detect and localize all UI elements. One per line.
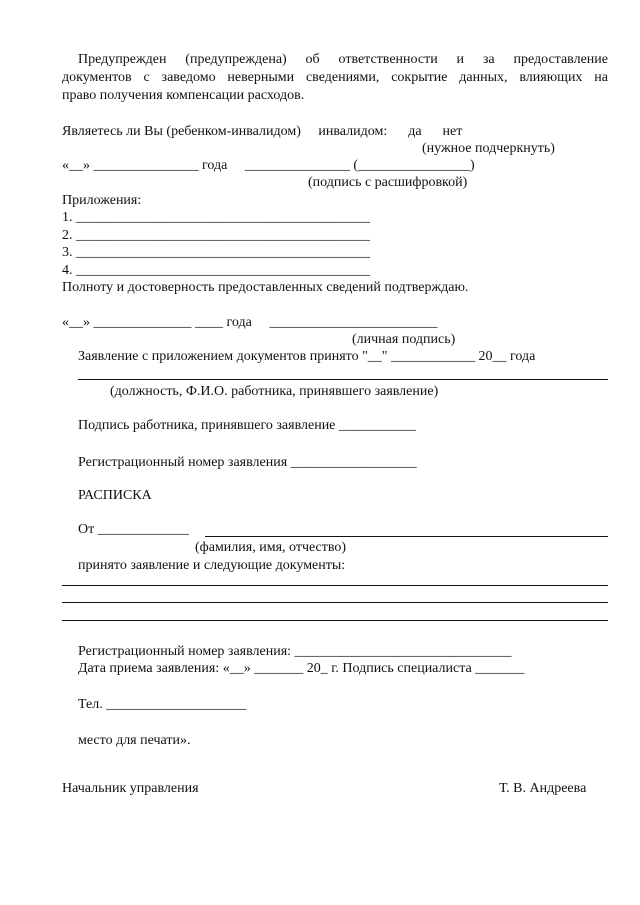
warning-line-2: документов с заведомо неверными сведениями, сокрытие данных, влияющих на <box>62 70 608 85</box>
disability-question: Являетесь ли Вы (ребенком-инвалидом) инвалидом: да нет <box>62 124 463 139</box>
attachments-title: Приложения: <box>62 193 142 208</box>
confirmation-text: Полноту и достоверность предоставленных сведений подтверждаю. <box>62 280 469 295</box>
registration-number-line: Регистрационный номер заявления __________________ <box>78 455 417 470</box>
receipt-seal-place: место для печати». <box>78 733 191 748</box>
receipt-docs-rule-1 <box>62 585 608 586</box>
receipt-docs-rule-2 <box>62 602 608 603</box>
underline-hint: (нужное подчеркнуть) <box>422 141 555 156</box>
attachment-item-3: 3. __________________________________________ <box>62 245 370 260</box>
warning-line-3: право получения компенсации расходов. <box>62 88 305 103</box>
receipt-from-rule <box>205 536 608 537</box>
footer-name: Т. В. Андреева <box>499 781 587 796</box>
receipt-from-caption: (фамилия, имя, отчество) <box>195 540 347 555</box>
warning-line-1: Предупрежден (предупреждена) об ответственности и за предоставление <box>78 52 608 67</box>
receipt-accepted-docs: принято заявление и следующие документы: <box>78 558 346 573</box>
receipt-from-label: От _____________ <box>78 522 189 537</box>
receipt-registration-number: Регистрационный номер заявления: _______________________________ <box>78 644 512 659</box>
acceptance-line: Заявление с приложением документов принято "__" ____________ 20__ года <box>78 349 536 364</box>
footer-position: Начальник управления <box>62 781 199 796</box>
receipt-title: РАСПИСКА <box>78 488 152 503</box>
official-caption: (должность, Ф.И.О. работника, принявшего заявление) <box>110 384 439 399</box>
receipt-phone: Тел. ____________________ <box>78 697 247 712</box>
official-rule <box>78 379 608 380</box>
attachment-item-4: 4. __________________________________________ <box>62 263 370 278</box>
date-signature-line: «__» _______________ года _______________ (________________) <box>62 158 475 173</box>
worker-signature-line: Подпись работника, принявшего заявление ___________ <box>78 418 416 433</box>
receipt-docs-rule-3 <box>62 620 608 621</box>
personal-signature-caption: (личная подпись) <box>352 332 456 347</box>
personal-signature-line: «__» ______________ ____ года ________________________ <box>62 315 438 330</box>
signature-caption: (подпись с расшифровкой) <box>308 175 468 190</box>
attachment-item-2: 2. __________________________________________ <box>62 228 370 243</box>
receipt-date-line: Дата приема заявления: «__» _______ 20_ г. Подпись специалиста _______ <box>78 661 525 676</box>
attachment-item-1: 1. __________________________________________ <box>62 210 370 225</box>
